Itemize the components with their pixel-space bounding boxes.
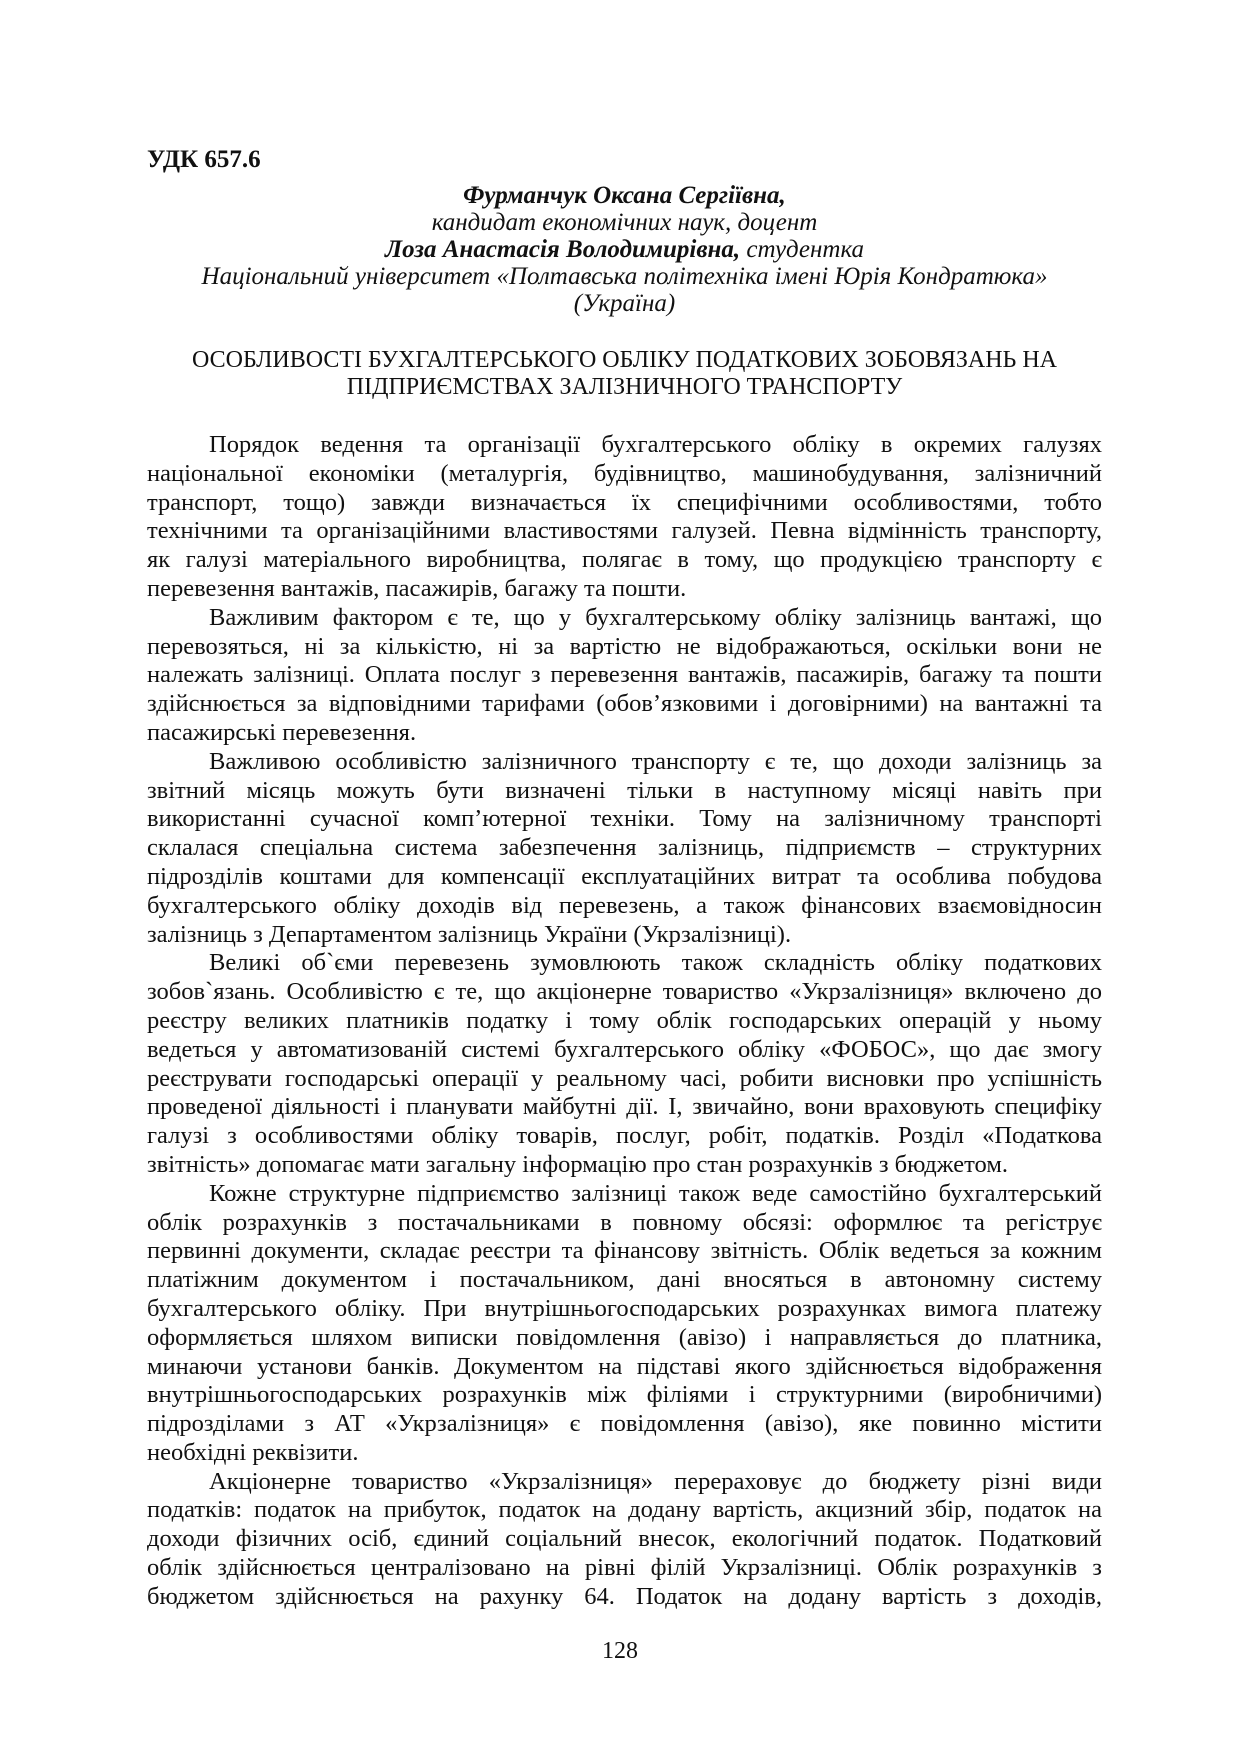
text-line: галузі з особливостями обліку товарів, послуг, робіт, податків. Розділ «Податкова [147,1122,1102,1150]
paragraph [147,748,1102,950]
text-line: Кожне структурне підприємство залізниці також веде самостійно бухгалтерський [209,1179,1102,1207]
text-line: використанні сучасної комп’ютерної техніки. Тому на залізничному транспорті [147,805,1102,833]
page-number: 128 [602,1638,638,1664]
text-line: бухгалтерського обліку. При внутрішньогосподарських розрахунках вимога платежу [147,1294,1102,1322]
text-line: бухгалтерського обліку доходів від перевезень, а також фінансових взаємовідносин [147,891,1102,919]
text-line: первинні документи, складає реєстри та фінансову звітність. Облік ведеться за кожним [147,1237,1102,1265]
text-line: здійснюється за відповідними тарифами (обов’язковими і договірними) на вантажні та [147,690,1102,718]
text-line: реєстру великих платників податку і тому облік господарських операцій у ньому [147,1006,1102,1034]
text-line: пасажирські перевезення. [147,718,417,746]
text-line: облік розрахунків з постачальниками в повному обсязі: оформлює та регіструє [147,1208,1102,1236]
text-line: технічними та організаційними властивостями галузей. Певна відмінність транспорту, [147,517,1102,545]
text-line: податків: податок на прибуток, податок на додану вартість, акцизний збір, податок на [147,1496,1102,1524]
text-line: ведеться у автоматизованій системі бухгалтерського обліку «ФОБОС», що дає змогу [147,1035,1102,1063]
text-line: звітність» допомагає мати загальну інформацію про стан розрахунків з бюджетом. [147,1150,1008,1178]
article-title [147,347,1102,401]
text-line: доходи фізичних осіб, єдиний соціальний внесок, екологічний податок. Податковий [147,1525,1102,1553]
affiliation: Національний університет «Полтавська політехніка імені Юрія Кондратюка» [201,263,1048,290]
author1-title: кандидат економічних наук, доцент [431,209,818,236]
text-line: підрозділами з АТ «Укрзалізниця» є повідомлення (авізо), яке повинно містити [147,1410,1102,1438]
text-line: перевезення вантажів, пасажирів, багажу та пошти. [147,574,687,602]
text-line: перевозяться, ні за кількістю, ні за вартістю не відображаються, оскільки вони не [147,632,1102,660]
text-line: минаючи установи банків. Документом на підставі якого здійснюється відображення [147,1352,1102,1380]
text-line: платіжним документом і постачальником, дані вносяться в автономну систему [147,1266,1102,1294]
udk-code: УДК 657.6 [147,146,261,173]
text-line: необхідні реквізити. [147,1438,359,1466]
paragraph [147,604,1102,748]
title-line-1: ОСОБЛИВОСТІ БУХГАЛТЕРСЬКОГО ОБЛІКУ ПОДАТКОВИХ ЗОБОВЯЗАНЬ НА [192,347,1057,373]
text-line: зобов`язань. Особливістю є те, що акціонерне товариство «Укрзалізниця» включено до [147,978,1102,1006]
author1-name: Фурманчук Оксана Сергіївна, [463,182,786,209]
paragraph [147,949,1102,1179]
title-line-2: ПІДПРИЄМСТВАХ ЗАЛІЗНИЧНОГО ТРАНСПОРТУ [346,374,903,400]
text-line: Порядок ведення та організації бухгалтерського обліку в окремих галузях [209,431,1102,458]
text-line: як галузі матеріального виробництва, полягає в тому, що продукцією транспорту є [147,546,1102,574]
text-line: національної економіки (металургія, будівництво, машинобудування, залізничний [147,459,1102,487]
text-line: залізниць з Департаментом залізниць України (Укрзалізниці). [147,920,792,948]
paragraph [147,1468,1102,1612]
text-line: бюджетом здійснюється на рахунку 64. Податок на додану вартість з доходів, [147,1582,1102,1610]
text-line: Великі об`єми перевезень зумовлюють також складність обліку податкових [209,949,1102,977]
text-line: транспорт, тощо) завжди визначається їх специфічними особливостями, тобто [147,488,1102,516]
author1-name-line [147,182,1102,209]
text-line: проведеної діяльності і планувати майбутні дії. І, звичайно, вони враховують специфіку [147,1093,1102,1121]
paragraph [147,1180,1102,1468]
text-line: підрозділів коштами для компенсації експлуатаційних витрат та особлива побудова [147,862,1102,890]
text-line: звітний місяць можуть бути визначені тільки в наступному місяці навіть при [147,776,1102,804]
text-line: облік здійснюється централізовано на рівні філій Укрзалізниці. Облік розрахунків з [147,1554,1102,1582]
text-line: Важливою особливістю залізничного транспорту є те, що доходи залізниць за [209,747,1102,775]
text-line: Важливим фактором є те, що у бухгалтерському обліку залізниць вантажі, що [209,603,1102,631]
text-line: реєструвати господарські операції у реальному часі, робити висновки про успішність [147,1064,1102,1092]
country: (Україна) [573,290,676,317]
text-line: належать залізниці. Оплата послуг з перевезення вантажів, пасажирів, багажу та пошти [147,661,1102,689]
paragraph [147,431,1102,604]
author2-title: студентка [740,236,865,263]
text-line: Акціонерне товариство «Укрзалізниця» перераховує до бюджету різні види [209,1467,1102,1495]
text-line: оформляється шляхом виписки повідомлення (авізо) і направляється до платника, [147,1323,1102,1351]
author2-name: Лоза Анастасія Володимирівна, [384,236,741,263]
article-body [147,431,1102,1612]
text-line: внутрішньогосподарських розрахунків між філіями і структурними (виробничими) [147,1381,1102,1409]
author2-line [147,236,1102,263]
text-line: склалася спеціальна система забезпечення залізниць, підприємств – структурних [147,834,1102,862]
